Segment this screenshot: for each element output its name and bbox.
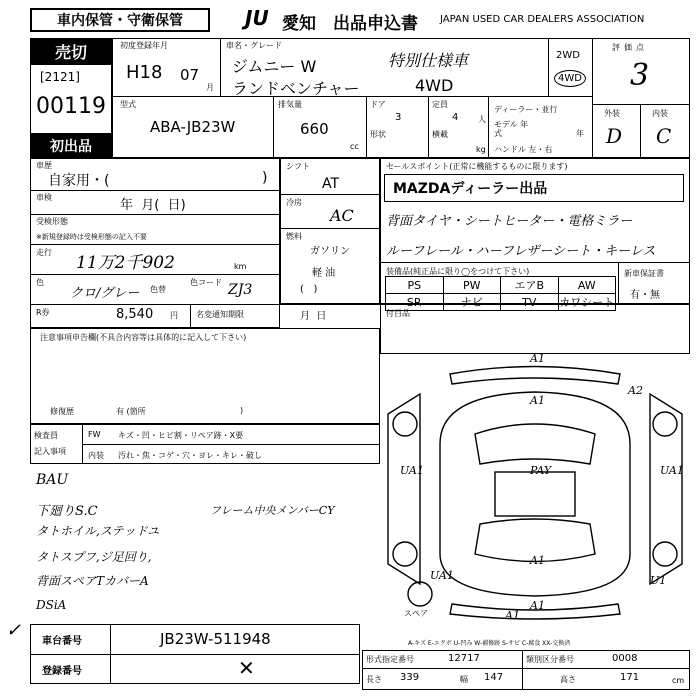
special-edition-note: 特別仕様車 [388, 51, 469, 70]
warranty-value: 有・無 [630, 290, 660, 301]
storage-badge: 車内保管・守衛保管 [30, 8, 210, 32]
model-value: ABA-JB23W [150, 118, 236, 136]
handwritten-note-1: BAU [36, 472, 69, 488]
repair-history-close: ) [240, 406, 244, 415]
r-ticket-label: R券 [36, 308, 50, 317]
mark-rear-bumper: A1 [530, 599, 545, 612]
inspector-label: 検査員 [34, 431, 58, 440]
displacement-unit: cc [350, 142, 359, 151]
option-navi: ナビ [443, 293, 502, 311]
damage-legend: A-キズ E-エクボ U-凹み W-補修跡 S-サビ C-腐食 XX-交換済 [408, 640, 571, 647]
notes-label: 注意事項申告欄(不具合内容等は具体的に記入して下さい) [40, 333, 247, 342]
mark-rear-lower: A1 [505, 609, 520, 622]
sold-badge: 売切 [30, 38, 112, 64]
height-unit: cm [672, 676, 685, 685]
displacement-label: 排気量 [278, 100, 302, 109]
cooler-label: 冷房 [286, 198, 302, 207]
weight-unit: kg [476, 145, 486, 154]
width-dim-label: 幅 [460, 675, 468, 684]
length-value: 339 [400, 672, 420, 683]
drive-2wd: 2WD [556, 50, 580, 61]
model-label: 型式 [120, 100, 136, 109]
mileage-label: 走行 [36, 248, 52, 257]
lot-number: 00119 [36, 94, 106, 119]
handwritten-note-4: タトスプフ,ジ足回り, [36, 550, 152, 564]
vehicle-name-line2: ランドベンチャー [232, 79, 360, 98]
name-grade-label: 車名・グレード [226, 41, 282, 50]
association-name: JAPAN USED CAR DEALERS ASSOCIATION [440, 14, 645, 25]
shape-label: 形状 [370, 130, 386, 139]
class-value: 0008 [612, 653, 638, 664]
mark-roof: PAY [530, 464, 552, 477]
first-listing-badge: 初出品 [30, 134, 112, 158]
mileage-unit: km [234, 262, 247, 271]
first-reg-label: 初度登録年月 [120, 41, 168, 50]
dealer-listing-box: MAZDAディーラー出品 [384, 174, 684, 202]
width-value: 147 [484, 672, 504, 683]
history-value: 自家用・( [48, 173, 110, 189]
option-tv: TV [500, 293, 559, 311]
mark-right-side: UA1 [660, 464, 684, 477]
fw-items: キズ・凹・ヒビ割・リペア跡・X要 [118, 431, 244, 440]
interior-grade: C [656, 124, 672, 148]
r-ticket-value: 8,540 [116, 307, 154, 322]
model-year-label: モデル 年式 [494, 120, 529, 138]
mileage-value: 11万2千902 [76, 253, 175, 273]
inspection-value: 年 月( 日) [120, 198, 186, 213]
length-label: 長さ [366, 675, 382, 684]
mark-left-side: UA1 [400, 464, 424, 477]
history-close: ) [262, 170, 268, 186]
r-ticket-unit: 円 [170, 311, 178, 320]
mark-right-front: A2 [628, 384, 643, 397]
ju-logo: JU [245, 6, 269, 30]
cooler-value: AC [330, 206, 354, 225]
acceptance-note: ※新規登録時は受検形態の記入不要 [36, 233, 147, 241]
dealer-label: ディーラー・並行 [494, 105, 558, 114]
reg-number-x: ✕ [238, 656, 255, 680]
option-ps: PS [385, 276, 444, 294]
entry-items-label: 記入事項 [34, 447, 66, 456]
option-leather: カワシート [558, 293, 617, 311]
year-unit: 年 [576, 129, 584, 138]
handle-label: ハンドル 左・右 [494, 145, 553, 154]
color-change-label: 色替 [150, 285, 166, 294]
vehicle-damage-diagram [380, 354, 690, 622]
reg-month-unit: 月 [206, 83, 214, 92]
capacity-unit: 人 [478, 115, 486, 124]
handwritten-note-3: タトホイル,ステッドユ [36, 524, 160, 538]
mark-left-rear: UA1 [430, 569, 454, 582]
fuel-label: 燃料 [286, 232, 302, 241]
repair-history-value: 有 (箇所 [116, 407, 146, 416]
drive-4wd-circled: 4WD [554, 70, 586, 87]
fuel-value: ガソリン [310, 246, 350, 257]
sales-point-line1: 背面タイヤ・シートヒーター・電格ミラー [386, 214, 633, 229]
exterior-grade: D [606, 124, 623, 148]
repair-history-label: 修復歴 [50, 407, 74, 416]
displacement-value: 660 [300, 120, 329, 138]
shift-label: シフト [286, 162, 310, 171]
doors-value: 3 [395, 112, 402, 123]
lot-code: [2121] [40, 70, 80, 84]
handwritten-note-6: DSiA [36, 598, 67, 612]
mark-front-bumper: A1 [530, 354, 545, 365]
frame-member-note: フレーム中央メンバーCY [210, 504, 335, 517]
exterior-label: 外装 [604, 109, 620, 118]
history-label: 車歴 [36, 161, 52, 170]
sales-point-line2: ルーフレール・ハーフレザーシート・キーレス [386, 244, 656, 259]
option-pw: PW [443, 276, 502, 294]
doors-label: ドア [370, 100, 386, 109]
reg-month: 07 [180, 66, 200, 84]
check-mark: ✓ [6, 620, 22, 641]
sales-points-label: セールスポイント(正常に機能するものに限ります) [386, 162, 568, 171]
color-label: 色 [36, 278, 44, 287]
rating-label: 評価点 [612, 43, 648, 52]
reg-year: H18 [126, 62, 163, 83]
rating-value: 3 [630, 58, 650, 93]
color-code-value: ZJ3 [228, 282, 253, 298]
option-airbag: エアB [500, 276, 559, 294]
interior-check-items: 汚れ・焦・コゲ・穴・ヨレ・キレ・破し [118, 451, 262, 460]
height-value: 171 [620, 672, 640, 683]
width-load-label: 横載 [432, 130, 448, 139]
document-title: 出品申込書 [333, 14, 418, 34]
option-sr: SR [385, 293, 444, 311]
cert-value: 12717 [448, 653, 480, 664]
fw-label: FW [88, 430, 101, 439]
options-grid [386, 277, 616, 309]
org-name: 愛知 [282, 14, 316, 34]
inventory-frame [380, 304, 690, 354]
handwritten-note-2: 下廻りS.C [36, 504, 98, 519]
vehicle-drive: 4WD [415, 76, 454, 95]
interior-check-label: 内装 [88, 451, 104, 460]
mark-hood: A1 [530, 394, 545, 407]
cert-label: 形式指定番号 [366, 655, 414, 664]
reg-number-label: 登録番号 [42, 666, 82, 677]
color-value: クロ/グレー [70, 286, 140, 301]
warranty-label: 新車保証書 [624, 269, 664, 278]
shift-value: AT [322, 176, 340, 192]
name-notice-label: 名変通知期限 [196, 310, 244, 319]
acceptance-label: 受検形態 [36, 217, 68, 226]
class-label: 類別区分番号 [526, 655, 574, 664]
color-code-label: 色コード [190, 278, 222, 287]
vehicle-name-line1: ジムニー W [232, 57, 317, 76]
inspection-label: 車検 [36, 193, 52, 202]
mark-rear-hatch: A1 [530, 554, 545, 567]
chassis-value: JB23W-511948 [160, 630, 271, 648]
fuel-paren: ( ) [300, 284, 318, 295]
inventory-label: 付目品 [386, 309, 410, 318]
name-notice-value: 月 日 [300, 311, 327, 322]
handwritten-note-5: 背面スペアTカバーA [36, 574, 149, 588]
options-label: 装備品(純正品に限り◯をつけて下さい) [386, 267, 530, 276]
option-aw: AW [558, 276, 617, 294]
fuel-alt: 軽 油 [312, 268, 336, 279]
interior-label: 内装 [652, 109, 668, 118]
height-label: 高さ [560, 675, 576, 684]
capacity-value: 4 [452, 112, 459, 123]
spare-label: スペア [404, 609, 428, 618]
chassis-label: 車台番号 [42, 636, 82, 647]
capacity-label: 定員 [432, 100, 448, 109]
mark-right-rear: U1 [650, 574, 667, 587]
